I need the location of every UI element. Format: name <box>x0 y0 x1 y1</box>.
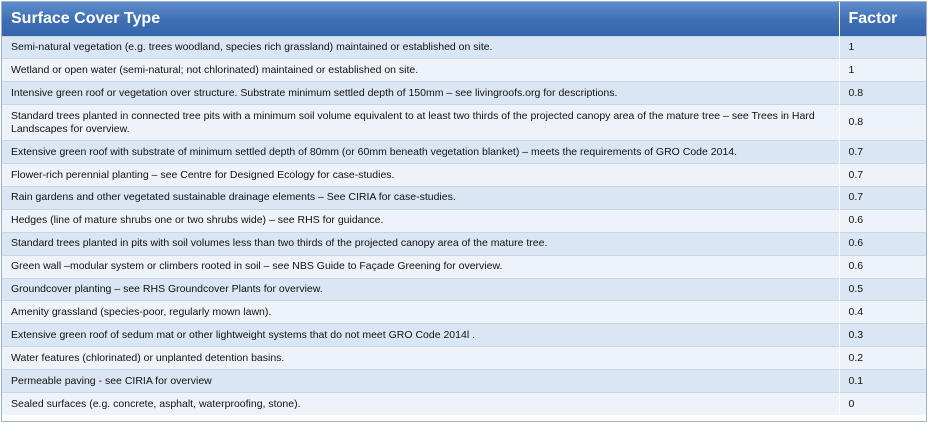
surface-type-cell: Green wall –modular system or climbers rooted in soil – see NBS Guide to Façade Greening for overview. <box>2 255 839 278</box>
surface-type-cell: Wetland or open water (semi-natural; not chlorinated) maintained or established on site. <box>2 59 839 82</box>
factor-cell: 0.6 <box>839 209 926 232</box>
surface-type-cell: Extensive green roof with substrate of minimum settled depth of 80mm (or 60mm beneath vegetation blanket) – meets the requirements of GRO Code 2014. <box>2 141 839 164</box>
header-surface-cover-type: Surface Cover Type <box>2 2 839 36</box>
surface-type-cell: Groundcover planting – see RHS Groundcover Plants for overview. <box>2 278 839 301</box>
factor-cell: 0.2 <box>839 347 926 370</box>
factor-cell: 1 <box>839 36 926 59</box>
surface-type-cell: Amenity grassland (species-poor, regularly mown lawn). <box>2 301 839 324</box>
surface-type-cell: Water features (chlorinated) or unplanted detention basins. <box>2 347 839 370</box>
table-row <box>2 278 926 301</box>
surface-type-cell: Sealed surfaces (e.g. concrete, asphalt, waterproofing, stone). <box>2 392 839 415</box>
factor-cell: 0.7 <box>839 164 926 187</box>
factor-cell: 0.5 <box>839 278 926 301</box>
table-row <box>2 141 926 164</box>
surface-cover-table <box>2 2 926 415</box>
table-row <box>2 36 926 59</box>
table-row <box>2 324 926 347</box>
factor-cell: 0.7 <box>839 186 926 209</box>
table-row <box>2 347 926 370</box>
table-row <box>2 59 926 82</box>
surface-type-cell: Standard trees planted in pits with soil volumes less than two thirds of the projected canopy area of the mature tree. <box>2 232 839 255</box>
table-row <box>2 186 926 209</box>
surface-type-cell: Extensive green roof of sedum mat or other lightweight systems that do not meet GRO Code 2014l . <box>2 324 839 347</box>
factor-cell: 0.6 <box>839 255 926 278</box>
table-row <box>2 370 926 393</box>
surface-type-cell: Rain gardens and other vegetated sustainable drainage elements – See CIRIA for case-studies. <box>2 186 839 209</box>
surface-type-cell: Permeable paving - see CIRIA for overview <box>2 370 839 393</box>
factor-cell: 0.3 <box>839 324 926 347</box>
factor-cell: 1 <box>839 59 926 82</box>
table-row <box>2 209 926 232</box>
surface-type-cell: Hedges (line of mature shrubs one or two shrubs wide) – see RHS for guidance. <box>2 209 839 232</box>
surface-type-cell: Standard trees planted in connected tree pits with a minimum soil volume equivalent to at least two thirds of the projected canopy area of the mature tree – see Trees in Hard Landscapes for overview. <box>2 105 839 141</box>
table-row <box>2 301 926 324</box>
header-factor: Factor <box>839 2 926 36</box>
surface-type-cell: Flower-rich perennial planting – see Centre for Designed Ecology for case-studies. <box>2 164 839 187</box>
table-row <box>2 255 926 278</box>
factor-cell: 0 <box>839 392 926 415</box>
table-header-row <box>2 2 926 36</box>
surface-type-cell: Semi-natural vegetation (e.g. trees woodland, species rich grassland) maintained or established on site. <box>2 36 839 59</box>
factor-cell: 0.4 <box>839 301 926 324</box>
table-row <box>2 164 926 187</box>
surface-type-cell: Intensive green roof or vegetation over structure. Substrate minimum settled depth of 150mm – see livingroofs.org for descriptions. <box>2 82 839 105</box>
table-row <box>2 105 926 141</box>
factor-cell: 0.7 <box>839 141 926 164</box>
table-row <box>2 232 926 255</box>
table-row <box>2 82 926 105</box>
factor-cell: 0.1 <box>839 370 926 393</box>
surface-cover-table-container <box>1 1 927 422</box>
table-row <box>2 392 926 415</box>
factor-cell: 0.6 <box>839 232 926 255</box>
factor-cell: 0.8 <box>839 82 926 105</box>
factor-cell: 0.8 <box>839 105 926 141</box>
